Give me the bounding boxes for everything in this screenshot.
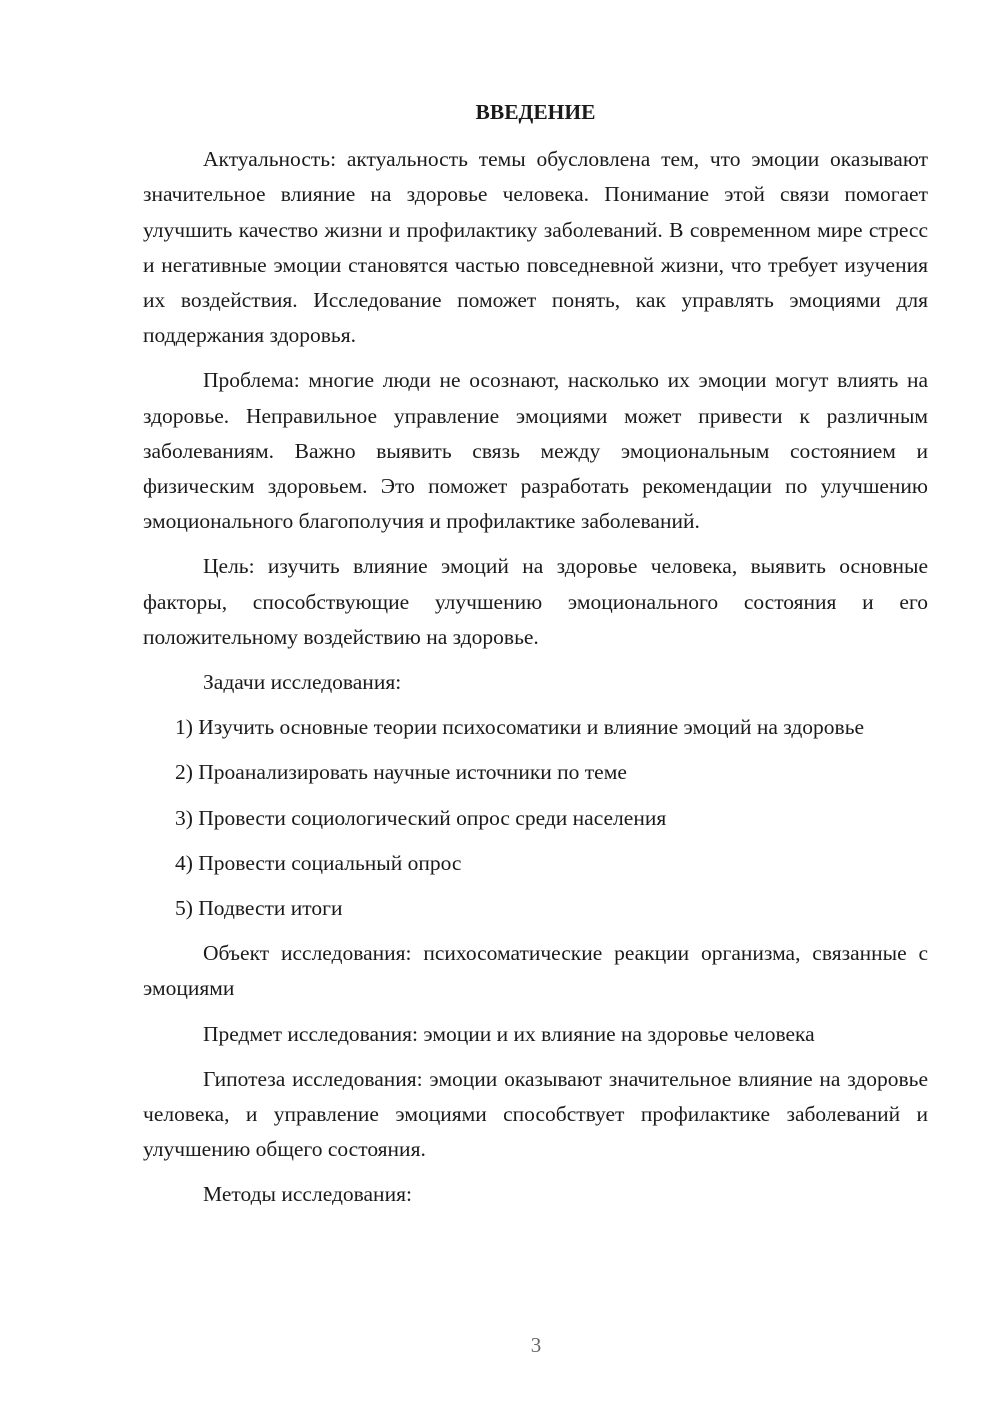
task-item-3: 3) Провести социологический опрос среди населения: [175, 805, 667, 830]
goal-paragraph: Цель: изучить влияние эмоций на здоровье человека, выявить основные факторы, способствующие улучшению эмоционального состояния и его положительному воздействию на здоровье.: [143, 554, 928, 649]
task-item-4: 4) Провести социальный опрос: [175, 850, 462, 875]
subject-paragraph: Предмет исследования: эмоции и их влияние на здоровье человека: [203, 1021, 815, 1046]
tasks-heading: Задачи исследования:: [203, 670, 402, 695]
page-number: 3: [530, 1333, 542, 1357]
page-title: ВВЕДЕНИЕ: [475, 100, 596, 124]
methods-heading: Методы исследования:: [203, 1182, 412, 1207]
problem-paragraph: Проблема: многие люди не осознают, насколько их эмоции могут влиять на здоровье. Неправильное управление эмоциями может привести к различным заболеваниям. Важно выявить связь между эмоциональным состоянием и физическим здоровьем. Это поможет разработать рекомендации по улучшению эмоционального благополучия и профилактике заболеваний.: [143, 368, 928, 534]
relevance-paragraph: Актуальность: актуальность темы обусловлена тем, что эмоции оказывают значительное влияние на здоровье человека. Понимание этой связи помогает улучшить качество жизни и профилактику заболеваний. В современном мире стресс и негативные эмоции становятся частью повседневной жизни, что требует изучения их воздействия. Исследование поможет понять, как управлять эмоциями для поддержания здоровья.: [143, 147, 928, 348]
hypothesis-paragraph: Гипотеза исследования: эмоции оказывают значительное влияние на здоровье человека, и управление эмоциями способствует профилактике заболеваний и улучшению общего состояния.: [143, 1066, 928, 1162]
document-page: [143, 95, 928, 1223]
task-item-5: 5) Подвести итоги: [175, 896, 343, 921]
task-item-2: 2) Проанализировать научные источники по теме: [175, 760, 627, 785]
task-item-1: 1) Изучить основные теории психосоматики и влияние эмоций на здоровье: [175, 715, 865, 740]
object-paragraph: Объект исследования: психосоматические реакции организма, связанные с эмоциями: [143, 941, 928, 1001]
